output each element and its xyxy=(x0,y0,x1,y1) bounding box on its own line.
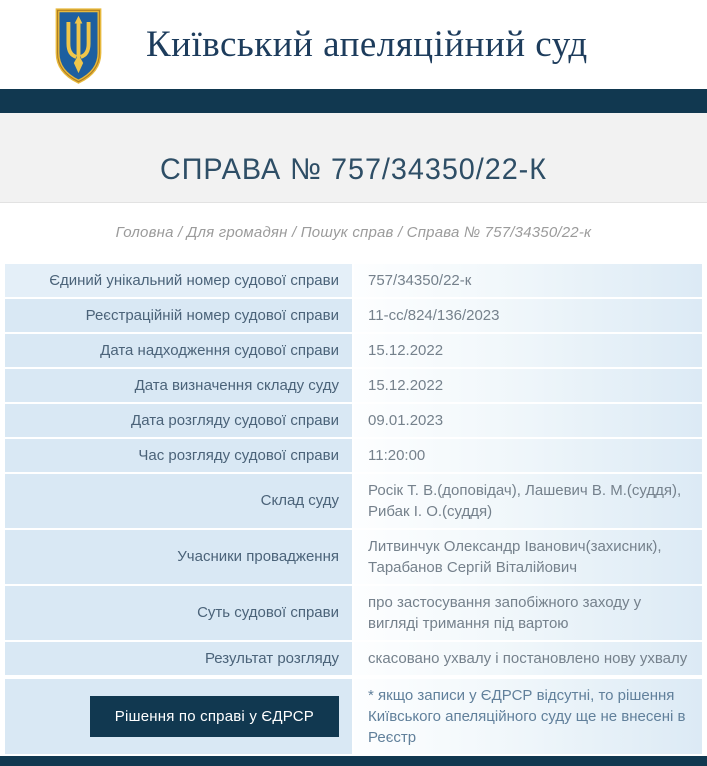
row-value: 757/34350/22-к xyxy=(354,264,702,297)
row-label: Єдиний унікальний номер судової справи xyxy=(5,264,352,297)
row-label: Учасники провадження xyxy=(5,530,352,584)
row-label: Дата визначення складу суду xyxy=(5,369,352,402)
row-value: 15.12.2022 xyxy=(354,369,702,402)
row-label: Результат розгляду xyxy=(5,642,352,675)
ukraine-trident-emblem-icon xyxy=(55,8,102,84)
row-label: Дата розгляду судової справи xyxy=(5,404,352,437)
edrsr-button-cell xyxy=(5,679,352,754)
table-row xyxy=(5,586,702,640)
court-name-title: Київський апеляційний суд xyxy=(146,24,588,65)
table-row xyxy=(5,264,702,297)
edrsr-decisions-button[interactable]: Рішення по справі у ЄДРСР xyxy=(90,696,339,737)
table-row xyxy=(5,404,702,437)
row-label: Склад суду xyxy=(5,474,352,528)
table-row xyxy=(5,369,702,402)
edrsr-note: * якщо записи у ЄДРСР відсутні, то рішення Київського апеляційного суду ще не внесені в Реєстр xyxy=(354,679,702,754)
table-row xyxy=(5,439,702,472)
case-number-title: СПРАВА № 757/34350/22-К xyxy=(160,153,547,186)
site-header xyxy=(0,0,707,89)
table-row xyxy=(5,474,702,528)
row-label: Реєстраційній номер судової справи xyxy=(5,299,352,332)
case-details-table xyxy=(5,264,702,754)
row-value: 15.12.2022 xyxy=(354,334,702,367)
case-title-section xyxy=(0,113,707,203)
row-value: про застосування запобіжного заходу у вигляді тримання під вартою xyxy=(354,586,702,640)
table-row xyxy=(5,334,702,367)
row-value: Литвинчук Олександр Іванович(захисник), Тарабанов Сергій Віталійович xyxy=(354,530,702,584)
footer-bar xyxy=(0,756,707,766)
table-row xyxy=(5,530,702,584)
table-row xyxy=(5,299,702,332)
row-value: скасовано ухвалу і постановлено нову ухвалу xyxy=(354,642,702,675)
row-value: 11-сс/824/136/2023 xyxy=(354,299,702,332)
row-label: Суть судової справи xyxy=(5,586,352,640)
edrsr-action-row xyxy=(5,679,702,754)
row-value: Росік Т. В.(доповідач), Лашевич В. М.(суддя), Рибак І. О.(суддя) xyxy=(354,474,702,528)
breadcrumb[interactable]: Головна / Для громадян / Пошук справ / Справа № 757/34350/22-к xyxy=(115,224,592,241)
breadcrumb-wrap xyxy=(0,203,707,264)
table-row xyxy=(5,642,702,675)
row-label: Дата надходження судової справи xyxy=(5,334,352,367)
row-label: Час розгляду судової справи xyxy=(5,439,352,472)
row-value: 11:20:00 xyxy=(354,439,702,472)
row-value: 09.01.2023 xyxy=(354,404,702,437)
main-navigation-bar[interactable] xyxy=(0,89,707,113)
